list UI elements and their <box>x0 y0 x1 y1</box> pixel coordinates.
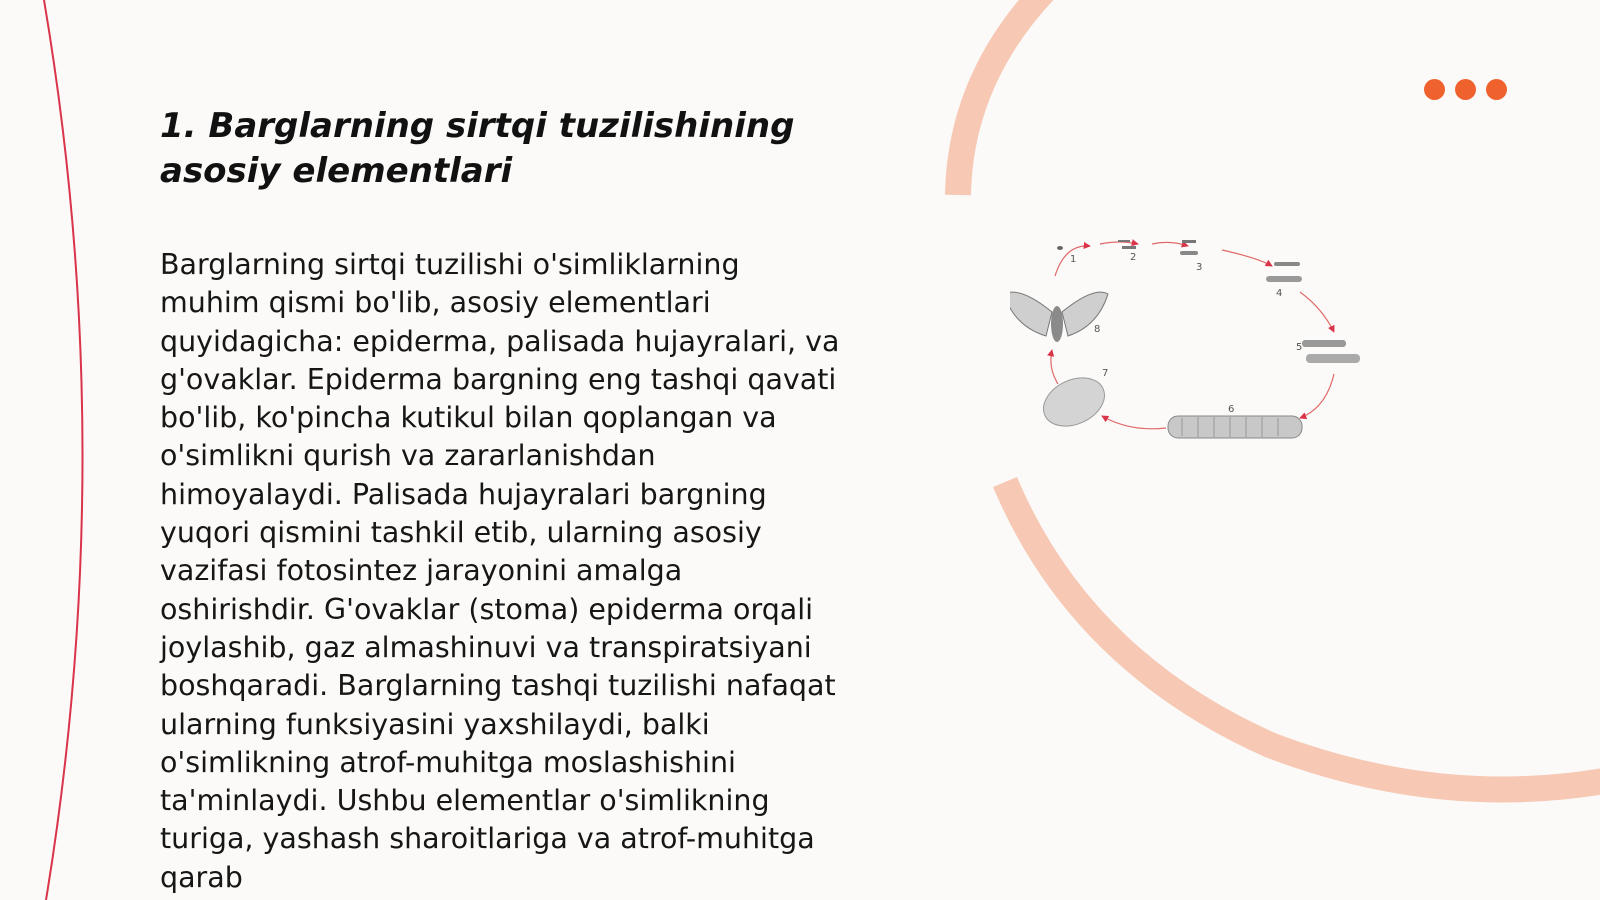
stage-label: 6 <box>1228 404 1235 415</box>
stage-label: 8 <box>1094 324 1101 335</box>
stage-label: 3 <box>1196 262 1203 273</box>
stage-label: 7 <box>1102 368 1109 379</box>
stage-label: 2 <box>1130 252 1137 263</box>
dot-icon <box>1486 79 1507 100</box>
stage-label: 1 <box>1070 254 1077 265</box>
dot-icon <box>1455 79 1476 100</box>
orange-ring-arc-upper <box>958 0 1045 195</box>
slide-body-text: Barglarning sirtqi tuzilishi o'simliklarning muhim qismi bo'lib, asosiy elementlari quyidagicha: epiderma, palisada hujayralari, va g'ovaklar. Epiderma bargning eng tashqi qavati bo'lib, ko'pincha kutikul bilan qoplangan va o'simlikni qurish va zararlanishdan himoyalaydi. Palisada hujayralari bargning yuqori qismini tashkil etib, ularning asosiy vazifasi fotosintez jarayonini amalga oshirishdir. G'ovaklar (stoma) epiderma orqali joylashib, gaz almashinuvi va transpiratsiyani boshqaradi. Barglarning tashqi tuzilishi nafaqat ularning funksiyasini yaxshilaydi, balki o'simlikning atrof-muhitga moslashishini ta'minlaydi. Ushbu elementlar o'simlikning turiga, yashash sharoitlariga va atrof-muhitga qarab <box>160 248 840 894</box>
menu-dots <box>1424 79 1507 100</box>
orange-ring-arc-lower <box>1005 482 1600 789</box>
silkworm-life-cycle-diagram <box>1010 236 1400 456</box>
dot-icon <box>1424 79 1445 100</box>
slide-title: 1. Barglarning sirtqi tuzilishining asosiy elementlari <box>160 106 795 191</box>
stage-label: 4 <box>1276 288 1283 299</box>
left-red-arc <box>44 0 83 900</box>
stage-label: 5 <box>1296 342 1303 353</box>
